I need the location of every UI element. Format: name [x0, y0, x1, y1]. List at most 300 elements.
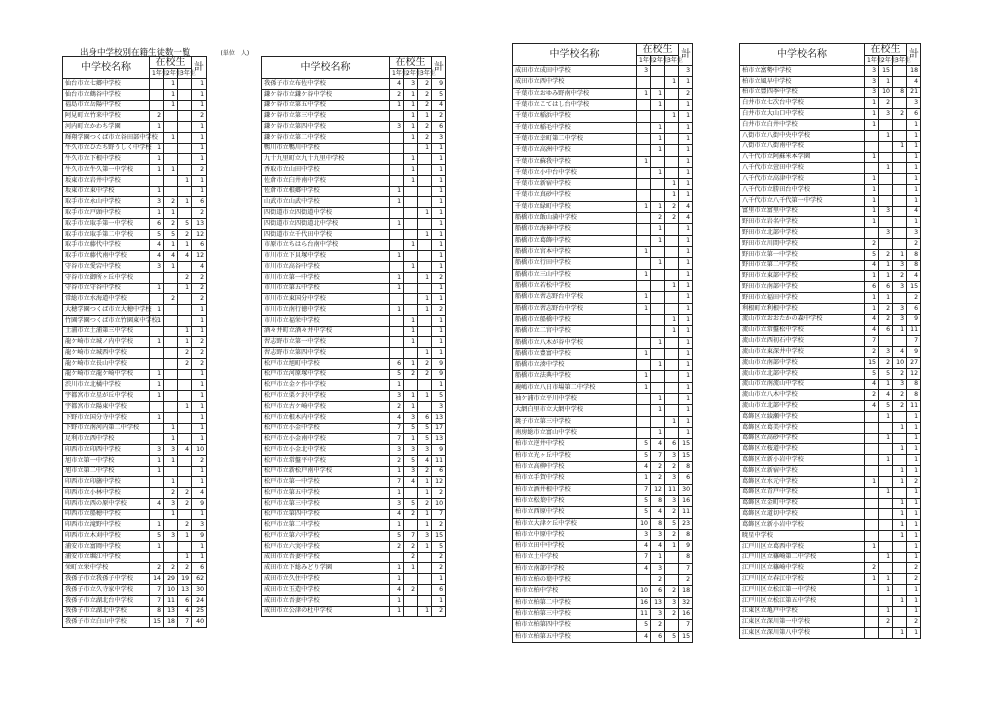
grade-2-count: 1: [164, 208, 178, 219]
total-count: 1: [432, 294, 446, 305]
school-name-cell: 市川市立福栄中学校: [262, 315, 390, 326]
total-count: 1: [192, 434, 207, 445]
header-total: 計: [679, 44, 693, 66]
grade-1-count: [865, 628, 879, 639]
total-count: 1: [679, 394, 693, 405]
grade-1-count: 1: [150, 520, 164, 531]
grade-3-count: 1: [178, 197, 192, 208]
grade-3-count: 1: [893, 249, 907, 260]
table-row: [63, 218, 207, 229]
grade-2-count: 5: [879, 401, 893, 412]
grade-2-count: 1: [164, 477, 178, 488]
grade-1-count: 3: [637, 66, 651, 77]
table-row: [513, 235, 693, 246]
total-count: 1: [679, 145, 693, 156]
table-row: [262, 380, 446, 391]
grade-3-count: [893, 552, 907, 563]
grade-3-count: [178, 466, 192, 477]
grade-2-count: 1: [879, 271, 893, 282]
total-count: 1: [192, 154, 207, 165]
school-name-cell: 旭市立第一中学校: [63, 455, 150, 466]
grade-3-count: 2: [178, 229, 192, 240]
table-row: [513, 473, 693, 484]
school-name-cell: 印西市立小林中学校: [63, 488, 150, 499]
school-name-cell: 取手市立藤代南中学校: [63, 251, 150, 262]
school-name-cell: 阿見町立竹来中学校: [63, 111, 150, 122]
grade-1-count: 2: [390, 541, 404, 552]
school-name-cell: 松戸市立第六中学校: [262, 531, 390, 542]
total-count: 9: [679, 541, 693, 552]
table-row: [63, 380, 207, 391]
table-row: [262, 574, 446, 585]
grade-1-count: 5: [637, 450, 651, 461]
school-name-cell: 成田市立下総みどり学園: [262, 563, 390, 574]
grade-1-count: [865, 509, 879, 520]
total-count: 1: [679, 337, 693, 348]
school-name-cell: 下野市立国分寺中学校: [63, 412, 150, 423]
table-row: [740, 98, 921, 109]
grade-3-count: [665, 371, 679, 382]
table-row: [740, 357, 921, 368]
table-row: [740, 466, 921, 477]
grade-2-count: [164, 122, 178, 133]
table-row: [262, 143, 446, 154]
grade-1-count: [150, 509, 164, 520]
total-count: 6: [432, 466, 446, 477]
grade-2-count: 4: [651, 541, 665, 552]
table-row: [513, 507, 693, 518]
grade-3-count: [893, 239, 907, 250]
total-count: 1: [192, 326, 207, 337]
grade-3-count: [893, 195, 907, 206]
grade-1-count: [865, 498, 879, 509]
total-count: 3: [192, 520, 207, 531]
grade-3-count: 1: [418, 208, 432, 219]
total-count: 13: [432, 434, 446, 445]
school-name-cell: 葛飾区立新小岩中学校: [740, 520, 865, 531]
grade-1-count: 1: [390, 488, 404, 499]
grade-1-count: 1: [637, 473, 651, 484]
table-row: [740, 390, 921, 401]
grade-1-count: 1: [390, 563, 404, 574]
grade-3-count: 2: [178, 563, 192, 574]
grade-3-count: 1: [418, 294, 432, 305]
school-name-cell: 松戸市立小金北中学校: [262, 445, 390, 456]
school-name-cell: 松戸市立古ケ崎中学校: [262, 401, 390, 412]
table-row: [262, 111, 446, 122]
total-count: 32: [679, 597, 693, 608]
school-name-cell: 柏市立光ヶ丘中学校: [513, 450, 637, 461]
grade-2-count: 1: [651, 337, 665, 348]
grade-3-count: 5: [665, 631, 679, 642]
grade-3-count: [893, 228, 907, 239]
grade-3-count: [665, 575, 679, 586]
grade-3-count: [418, 326, 432, 337]
table-row: [740, 120, 921, 131]
table-row: [740, 574, 921, 585]
total-count: 2: [907, 563, 921, 574]
school-name-cell: 富里市立富里中学校: [740, 206, 865, 217]
grade-3-count: 2: [665, 461, 679, 472]
grade-1-count: 6: [865, 282, 879, 293]
grade-1-count: [390, 208, 404, 219]
total-count: 1: [679, 190, 693, 201]
grade-3-count: [893, 120, 907, 131]
grade-1-count: 5: [865, 249, 879, 260]
school-name-cell: 千葉市立おゆみ野南中学校: [513, 88, 637, 99]
table-row: [513, 133, 693, 144]
total-count: 11: [432, 455, 446, 466]
grade-2-count: 1: [404, 563, 418, 574]
table-row: [740, 184, 921, 195]
grade-3-count: 3: [893, 260, 907, 271]
table-row: [513, 145, 693, 156]
grade-3-count: 1: [418, 488, 432, 499]
grade-3-count: [665, 360, 679, 371]
total-count: 6: [192, 563, 207, 574]
grade-3-count: 3: [893, 303, 907, 314]
grade-3-count: 2: [178, 358, 192, 369]
grade-2-count: 3: [404, 79, 418, 90]
grade-2-count: 2: [404, 369, 418, 380]
school-name-cell: 宇都宮市立星が丘中学校: [63, 391, 150, 402]
school-name-cell: 流山市立東深井中学校: [740, 347, 865, 358]
grade-2-count: 1: [404, 165, 418, 176]
school-name-cell: 福島市立岳陽中学校: [63, 100, 150, 111]
grade-3-count: 1: [418, 305, 432, 316]
grade-2-count: 1: [404, 240, 418, 251]
grade-3-count: 1: [665, 111, 679, 122]
school-name-cell: 流山市立北部中学校: [740, 401, 865, 412]
grade-2-count: [651, 269, 665, 280]
grade-2-count: [879, 152, 893, 163]
total-count: 1: [432, 337, 446, 348]
grade-3-count: 6: [178, 595, 192, 606]
table-row: [63, 229, 207, 240]
total-count: 10: [192, 445, 207, 456]
grade-2-count: 1: [404, 132, 418, 143]
grade-2-count: 7: [404, 531, 418, 542]
grade-2-count: [404, 380, 418, 391]
grade-2-count: [164, 391, 178, 402]
total-count: 1: [192, 380, 207, 391]
grade-2-count: 6: [651, 586, 665, 597]
total-count: 21: [907, 87, 921, 98]
grade-3-count: 1: [893, 530, 907, 541]
total-count: 1: [679, 156, 693, 167]
school-name-cell: 成田市立吾妻中学校: [262, 595, 390, 606]
table-row: [63, 111, 207, 122]
grade-2-count: 2: [164, 197, 178, 208]
grade-3-count: [418, 401, 432, 412]
table-row: [740, 217, 921, 228]
school-name-cell: 印西市立滝野中学校: [63, 520, 150, 531]
grade-2-count: 6: [879, 325, 893, 336]
table-row: [262, 283, 446, 294]
total-count: 1: [192, 100, 207, 111]
grade-3-count: [665, 394, 679, 405]
grade-2-count: 1: [651, 167, 665, 178]
grade-2-count: [164, 380, 178, 391]
table-row: [63, 477, 207, 488]
grade-1-count: [865, 455, 879, 466]
total-count: 1: [432, 208, 446, 219]
school-name-cell: 葛飾区立綾瀬中学校: [740, 412, 865, 423]
grade-1-count: [865, 422, 879, 433]
grade-1-count: [865, 130, 879, 141]
header-grade-1: 1年生: [390, 69, 404, 79]
grade-2-count: [404, 208, 418, 219]
total-count: 1: [907, 120, 921, 131]
grade-3-count: 2: [893, 271, 907, 282]
grade-2-count: 1: [879, 379, 893, 390]
grade-2-count: [651, 111, 665, 122]
school-name-cell: 柏市立大津ケ丘中学校: [513, 518, 637, 529]
grade-1-count: 1: [637, 88, 651, 99]
school-name-cell: 千葉市立蘇我中学校: [513, 156, 637, 167]
school-name-cell: 松戸市立第三中学校: [262, 498, 390, 509]
school-name-cell: 取手市立永山中学校: [63, 197, 150, 208]
school-name-cell: 我孫子市立湖北中学校: [63, 606, 150, 617]
grade-1-count: 2: [865, 563, 879, 574]
table-row: [740, 109, 921, 120]
school-name-cell: 野田市立岩名中学校: [740, 217, 865, 228]
grade-2-count: 2: [404, 584, 418, 595]
total-count: 1: [679, 428, 693, 439]
table-row: [262, 262, 446, 273]
school-name-cell: 我孫子市立久寺家中学校: [63, 584, 150, 595]
grade-1-count: 5: [637, 439, 651, 450]
total-count: 4: [907, 76, 921, 87]
table-row: [63, 445, 207, 456]
grade-2-count: 1: [879, 585, 893, 596]
table-row: [740, 552, 921, 563]
total-count: 1: [192, 79, 207, 90]
school-name-cell: 取手市立藤代中学校: [63, 240, 150, 251]
total-count: 1: [679, 326, 693, 337]
grade-1-count: 1: [865, 152, 879, 163]
grade-3-count: [893, 152, 907, 163]
school-name-cell: 牛久市立ひたち野うしく中学校: [63, 143, 150, 154]
grade-3-count: 1: [418, 348, 432, 359]
grade-1-count: [637, 575, 651, 586]
grade-2-count: 3: [404, 466, 418, 477]
grade-2-count: [651, 66, 665, 77]
table-row: [740, 606, 921, 617]
total-count: 18: [679, 586, 693, 597]
grade-2-count: 10: [164, 584, 178, 595]
table-row: [63, 154, 207, 165]
grade-1-count: [865, 466, 879, 477]
grade-3-count: [178, 186, 192, 197]
grade-3-count: [418, 380, 432, 391]
grade-1-count: [390, 552, 404, 563]
grade-1-count: 4: [637, 541, 651, 552]
total-count: 2: [679, 575, 693, 586]
grade-2-count: 2: [651, 473, 665, 484]
school-name-cell: 坂東市立東中学校: [63, 186, 150, 197]
grade-3-count: 1: [893, 520, 907, 531]
grade-3-count: [178, 89, 192, 100]
total-count: 8: [679, 529, 693, 540]
grade-3-count: 7: [178, 617, 192, 628]
total-count: 1: [192, 401, 207, 412]
school-name-cell: 江東区立亀戸中学校: [740, 606, 865, 617]
school-name-cell: 船橋市立海神中学校: [513, 224, 637, 235]
grade-3-count: 3: [665, 597, 679, 608]
grade-3-count: [665, 428, 679, 439]
grade-1-count: [865, 444, 879, 455]
grade-3-count: [178, 154, 192, 165]
table-row: [513, 247, 693, 258]
grade-2-count: [879, 141, 893, 152]
total-count: 1: [432, 262, 446, 273]
total-count: 4: [432, 100, 446, 111]
school-name-cell: 鎌ケ谷市立第四中学校: [262, 122, 390, 133]
grade-3-count: 3: [893, 379, 907, 390]
total-count: 1: [192, 477, 207, 488]
grade-2-count: [164, 466, 178, 477]
grade-2-count: 1: [164, 165, 178, 176]
total-count: 1: [679, 111, 693, 122]
grade-1-count: 1: [150, 283, 164, 294]
grade-2-count: [404, 348, 418, 359]
grade-2-count: 1: [404, 262, 418, 273]
grade-3-count: [665, 66, 679, 77]
grade-2-count: [879, 498, 893, 509]
table-row: [63, 208, 207, 219]
grade-2-count: [164, 541, 178, 552]
total-count: 9: [192, 498, 207, 509]
grade-1-count: [865, 487, 879, 498]
grade-2-count: 1: [879, 76, 893, 87]
table-row: [63, 498, 207, 509]
table-row: [63, 358, 207, 369]
table-row: [262, 455, 446, 466]
grade-3-count: 1: [665, 190, 679, 201]
school-name-cell: 習志野市立第一中学校: [262, 337, 390, 348]
grade-3-count: 1: [665, 77, 679, 88]
grade-3-count: [893, 433, 907, 444]
table-row: [262, 584, 446, 595]
total-count: 4: [192, 488, 207, 499]
grade-2-count: 2: [651, 575, 665, 586]
school-name-cell: 柏市立西原中学校: [513, 507, 637, 518]
grade-3-count: 5: [665, 518, 679, 529]
header-grade-2: 2年生: [164, 69, 178, 79]
grade-2-count: [164, 552, 178, 563]
total-count: 8: [907, 249, 921, 260]
grade-2-count: 11: [164, 595, 178, 606]
grade-1-count: 1: [865, 271, 879, 282]
grade-3-count: 5: [178, 218, 192, 229]
grade-2-count: 10: [879, 87, 893, 98]
grade-3-count: [665, 133, 679, 144]
school-name-cell: 鎌ケ谷市立鎌ケ谷中学校: [262, 89, 390, 100]
grade-2-count: 1: [879, 433, 893, 444]
table-row: [513, 620, 693, 631]
grade-1-count: 5: [865, 368, 879, 379]
school-table-4: [739, 43, 921, 639]
grade-1-count: 2: [865, 347, 879, 358]
school-name-cell: 船橋市立飯山満中学校: [513, 213, 637, 224]
grade-1-count: [637, 394, 651, 405]
total-count: 1: [432, 326, 446, 337]
school-name-cell: 野田市立北部中学校: [740, 228, 865, 239]
grade-1-count: 2: [865, 390, 879, 401]
grade-3-count: 1: [178, 531, 192, 542]
table-row: [740, 271, 921, 282]
grade-2-count: 1: [404, 100, 418, 111]
grade-2-count: 1: [879, 574, 893, 585]
grade-2-count: 1: [164, 132, 178, 143]
total-count: 6: [907, 303, 921, 314]
total-count: 1: [432, 218, 446, 229]
grade-1-count: 1: [637, 292, 651, 303]
grade-2-count: [164, 315, 178, 326]
grade-2-count: [879, 444, 893, 455]
table-row: [262, 391, 446, 402]
table-row: [740, 249, 921, 260]
grade-1-count: 1: [865, 206, 879, 217]
school-table-1: [62, 56, 207, 628]
school-name-cell: 流山市立南部中学校: [740, 357, 865, 368]
table-row: [262, 509, 446, 520]
total-count: 3: [679, 66, 693, 77]
school-name-cell: 取手市立取手第一中学校: [63, 218, 150, 229]
grade-1-count: 1: [637, 348, 651, 359]
grade-1-count: [865, 412, 879, 423]
school-name-cell: 我孫子市立白山中学校: [63, 617, 150, 628]
total-count: 1: [679, 133, 693, 144]
grade-3-count: [178, 262, 192, 273]
total-count: 1: [432, 240, 446, 251]
grade-2-count: 1: [404, 154, 418, 165]
table-row: [63, 315, 207, 326]
school-name-cell: 流山市立常盤松中学校: [740, 325, 865, 336]
table-row: [740, 628, 921, 639]
grade-2-count: 1: [404, 434, 418, 445]
grade-2-count: [404, 520, 418, 531]
grade-2-count: 1: [651, 552, 665, 563]
grade-3-count: 13: [178, 584, 192, 595]
school-name-cell: 白井市立白井中学校: [740, 120, 865, 131]
grade-3-count: 2: [178, 272, 192, 283]
grade-3-count: 1: [665, 179, 679, 190]
grade-2-count: 5: [164, 229, 178, 240]
grade-3-count: [665, 167, 679, 178]
grade-2-count: [404, 143, 418, 154]
grade-1-count: 1: [865, 541, 879, 552]
table-row: [63, 563, 207, 574]
total-count: 3: [432, 401, 446, 412]
school-name-cell: 葛飾区立青戸中学校: [740, 487, 865, 498]
grade-3-count: [418, 315, 432, 326]
school-name-cell: 牛久市立下根中学校: [63, 154, 150, 165]
grade-3-count: [893, 563, 907, 574]
grade-3-count: 2: [665, 609, 679, 620]
grade-1-count: [637, 224, 651, 235]
table-row: [513, 450, 693, 461]
grade-2-count: [651, 314, 665, 325]
grade-1-count: 2: [390, 455, 404, 466]
grade-2-count: 3: [651, 563, 665, 574]
table-row: [262, 348, 446, 359]
school-name-cell: 印西市立印旛中学校: [63, 477, 150, 488]
total-count: 1: [907, 628, 921, 639]
school-name-cell: 松戸市立第四中学校: [262, 509, 390, 520]
table-row: [740, 76, 921, 87]
